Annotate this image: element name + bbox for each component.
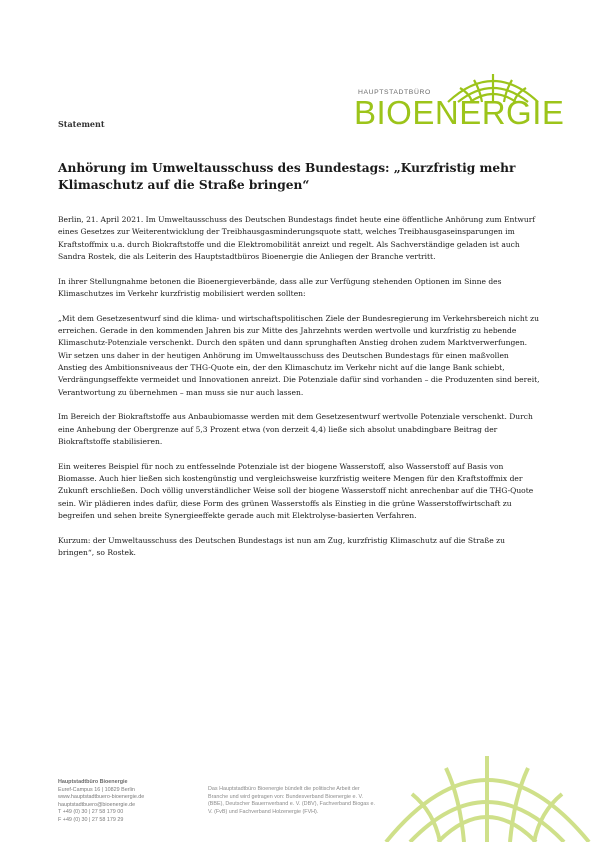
footer-web-link[interactable]: www.hauptstadtbuero-bioenergie.de [58, 794, 145, 800]
logo-name: BIOENERGIE [354, 94, 565, 131]
quote-paragraph: „Mit dem Gesetzesentwurf sind die klima- und wirtschaftspolitischen Ziele der Bundesregierung im Verkehrsbereich nicht zu erreichen. Gerade in den kommenden Jahren bis zur Mitte des Jahrzehnts werden wertvolle und kurzfristig zu hebende Klimaschutz-Potenziale verschenkt. Durch den späten und dann sprunghaften Anstieg drohen zudem Marktverwerfungen. Wir setzen uns daher in der heutigen Anhörung im Umweltausschuss des Deutschen Bundestags für einen maßvollen Anstieg des Ambitionsniveaus der THG-Quote ein, der den Klimaschutz im Verkehr nicht auf die lange Bank schiebt, Verdrängungseffekte vermeidet und Innovationen anreizt. Die Potenziale dafür sind vorhanden – die Produzenten sind bereit, Verantwortung zu übernehmen – man muss sie nur auch lassen. [58, 313, 540, 397]
footer-org-name: Hauptstadtbüro Bioenergie [58, 779, 128, 785]
paragraph: Kurzum: der Umweltausschuss des Deutschen Bundestags ist nun am Zug, kurzfristig Klimaschutz auf die Straße zu bringen“, so Rostek. [58, 535, 505, 558]
footer-address: Euref-Campus 16 | 10829 Berlin [58, 786, 135, 793]
paragraph: Im Bereich der Biokraftstoffe aus Anbaubiomasse werden mit dem Gesetzesentwurf wertvolle Potenziale verschenkt. Durch eine Anhebung der Obergrenze auf 5,3 Prozent etwa (von derzeit 4,4) ließe sich absolut unabdingbare Beitrag der Biokraftstoffe stabilisieren. [58, 412, 533, 446]
footer-email-link[interactable]: hauptstadtbuero@bioenergie.de [58, 801, 136, 808]
footer-dome-icon [380, 748, 595, 842]
footer-fax: F +49 (0) 30 | 27 58 179 29 [58, 816, 124, 823]
paragraph: Ein weiteres Beispiel für noch zu entfesselnde Potenziale ist der biogene Wasserstoff, also Wasserstoff auf Basis von Biomasse. Auch hier ließen sich kostengünstig und vergleichsweise kurzfristig weitere Mengen für den Kraftstoffmix der Zukunft erschließen. Doch völlig unverständlicher Weise soll der biogene Wasserstoff nicht anrechenbar auf die THG-Quote sein. Wir plädieren indes dafür, diese Form des grünen Wasserstoffs als Einstieg in die grüne Wasserstoffwirtschaft zu begreifen und sehen breite Synergieeffekte gerade auch mit Elektrolyse-basierten Verfahren. [58, 461, 534, 520]
page-title: Anhörung im Umweltausschuss des Bundestags: „Kurzfristig mehr Klimaschutz auf die Straße bringen“ [58, 161, 516, 192]
document-label: Statement [58, 119, 105, 129]
footer-about: Das Hauptstadtbüro Bioenergie bündelt die politische Arbeit der Branche und wird getragen von: Bundesverband Bioenergie e. V. (BBE), Deutscher Bauernverband e. V. (DBV), Fachverband Biogas e. V. (FvB) und Fachverband Holzenergie (FVH). [208, 786, 375, 815]
paragraph: Berlin, 21. April 2021. Im Umweltausschuss des Deutschen Bundestags findet heute eine öffentliche Anhörung zum Entwurf eines Gesetzes zur Weiterentwicklung der Treibhausgasminderungsquote statt, welches Treibhausgaseinsparungen im Kraftstoffmix u.a. durch Biokraftstoffe und die Elektromobilität anreizt und regelt. Als Sachverständige geladen ist auch Sandra Rostek, die als Leiterin des Hauptstadtbüros Bioenergie die Anliegen der Branche vertritt. [58, 215, 536, 261]
footer-phone: T +49 (0) 30 | 27 58 179 00 [58, 809, 124, 815]
logo [352, 70, 565, 135]
logo-subtitle: HAUPTSTADTBÜRO [358, 89, 431, 96]
paragraph: In ihrer Stellungnahme betonen die Bioenergieverbände, dass alle zur Verfügung stehenden Optionen im Sinne des Klimaschutzes im Verkehr kurzfristig mobilisiert werden sollten: [58, 276, 502, 298]
body-text [58, 214, 540, 572]
footer-contact [58, 779, 198, 824]
